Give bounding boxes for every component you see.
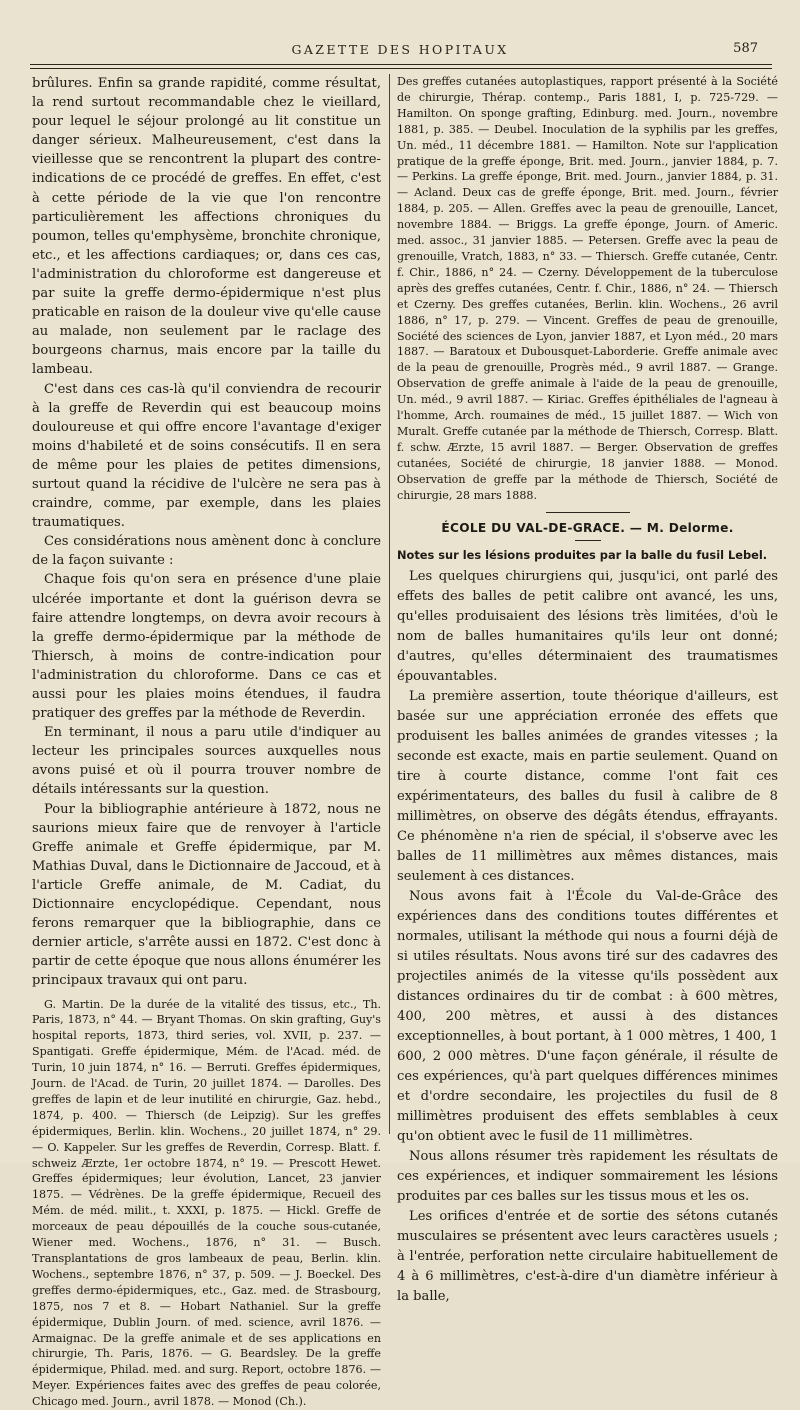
paragraph: Pour la bibliographie antérieure à 1872, nous ne saurions mieux faire que de renvoyer à l'article Greffe animale et Greffe épidermique, par M. Mathias Duval, dans le Dictionnaire de Jaccoud, et à l'article Greffe animale, de M. Cadiat, du Dictionnaire encyclopédique. Cependant, nous ferons remarquer que la bibliographie, dans ce dernier article, s'arrête aussi en 1872. C'est donc à partir de cette époque que nous allons énumérer les principaux travaux qui ont paru.	[32, 800, 381, 991]
paragraph: En terminant, il nous a paru utile d'indiquer au lecteur les principales sources auxquelles nous avons puisé et où il pourra trouver nombre de détails intéressants sur la question.	[32, 723, 381, 799]
column-divider	[389, 74, 390, 1134]
paragraph: La première assertion, toute théorique d'ailleurs, est basée sur une appréciation erronée des effets que produisent les balles animées de grandes vitesses ; la seconde est exacte, mais en partie seulement. Quand on tire à courte distance, comme l'ont fait ces expérimentateurs, des balles du fusil à calibre de 8 millimètres, on observe des dégâts étendus, effrayants. Ce phénomène n'a rien de spécial, il s'observe avec les balles de 11 millimètres aux mêmes distances, mais seulement à ces distances.	[397, 687, 778, 887]
bibliography: G. Martin. De la durée de la vitalité des tissus, etc., Th. Paris, 1873, n° 44. — Bryant Thomas. On skin grafting, Guy's hospital reports, 1873, third series, vol. XVII, p. 237. — Spantigati. Greffe épidermique, Mém. de l'Acad. méd. de Turin, 10 juin 1874, n° 16. — Berruti. Greffes épidermiques, Journ. de l'Acad. de Turin, 20 juillet 1874. — Darolles. Des greffes de lapin et de leur inutilité en chirurgie, Gaz. hebd., 1874, p. 400. — Thiersch (de Leipzig). Sur les greffes épidermiques, Berlin. klin. Wochens., 20 juillet 1874, n° 29. — O. Kappeler. Sur les greffes de Reverdin, Corresp. Blatt. f. schweiz Ærzte, 1er octobre 1874, n° 19. — Prescott Hewet. Greffes épidermiques; leur évolution, Lancet, 23 janvier 1875. — Védrènes. De la greffe épidermique, Recueil des Mém. de méd. milit., t. XXXI, p. 1875. — Hickl. Greffe de morceaux de peau dépouillés de la couche sous-cutanée, Wiener med. Wochens., 1876, n° 31. — Busch. Transplantations de gros lambeaux de peau, Berlin. klin. Wochens., septembre 1876, n° 37, p. 509. — J. Boeckel. Des greffes dermo-épidermiques, etc., Gaz. med. de Strasbourg, 1875, nos 7 et 8. — Hobart Nathaniel. Sur la greffe épidermique, Dublin Journ. of med. science, avril 1876. — Armaignac. De la greffe animale et de ses applications en chirurgie, Th. Paris, 1876. — G. Beardsley. De la greffe épidermique, Philad. med. and surg. Report, octobre 1876. — Meyer. Expériences faites avec des greffes de peau colorée, Chicago med. Journ., avril 1878. — Monod (Ch.).	[32, 997, 381, 1410]
paragraph: C'est dans ces cas-là qu'il conviendra de recourir à la greffe de Reverdin qui est beaucoup moins douloureuse et qui offre encore l'avantage d'exiger moins d'habileté et de soins consécutifs. Il en sera de même pour les plaies de petites dimensions, surtout quand la récidive de l'ulcère ne sera pas à craindre, comme, par exemple, dans les plaies traumatiques.	[32, 380, 381, 533]
paragraph: Les quelques chirurgiens qui, jusqu'ici, ont parlé des effets des balles de petit calibre ont avancé, les uns, qu'elles produisaient des lésions très limitées, d'où le nom de balles humanitaires qu'ils leur ont donné; d'autres, qu'elles déterminaient des traumatismes épouvantables.	[397, 567, 778, 687]
header-rule	[30, 64, 772, 65]
running-title: GAZETTE DES HOPITAUX	[30, 42, 770, 57]
bibliography-continued: Des greffes cutanées autoplastiques, rapport présenté à la Société de chirurgie, Thérap. contemp., Paris 1881, I, p. 725-729. — Hamilton. On sponge grafting, Edinburg. med. Journ., novembre 1881, p. 385. — Deubel. Inoculation de la syphilis par les greffes, Un. méd., 11 décembre 1881. — Hamilton. Note sur l'application pratique de la greffe éponge, Brit. med. Journ., janvier 1884, p. 7. — Perkins. La greffe éponge, Brit. med. Journ., janvier 1884, p. 31. — Acland. Deux cas de greffe éponge, Brit. med. Journ., février 1884, p. 205. — Allen. Greffes avec la peau de grenouille, Lancet, novembre 1884. — Briggs. La greffe éponge, Journ. of Americ. med. assoc., 31 janvier 1885. — Petersen. Greffe avec la peau de grenouille, Vratch, 1883, n° 33. — Thiersch. Greffe cutanée, Centr. f. Chir., 1886, n° 24. — Czerny. Développement de la tuberculose après des greffes cutanées, Centr. f. Chir., 1886, n° 24. — Thiersch et Czerny. Des greffes cutanées, Berlin. klin. Wochens., 26 avril 1886, n° 17, p. 279. — Vincent. Greffes de peau de grenouille, Société des sciences de Lyon, janvier 1887, et Lyon méd., 20 mars 1887. — Baratoux et Dubousquet-Laborderie. Greffe animale avec de la peau de grenouille, Progrès méd., 9 avril 1887. — Grange. Observation de greffe animale à l'aide de la peau de grenouille, Un. méd., 9 avril 1887. — Kiriac. Greffes épithéliales de l'agneau à l'homme, Arch. roumaines de méd., 15 juillet 1887. — Wich von Muralt. Greffe cutanée par la méthode de Thiersch, Corresp. Blatt. f. schw. Ærzte, 15 avril 1887. — Berger. Observation de greffes cutanées, Société de chirurgie, 18 janvier 1888. — Monod. Observation de greffe par la méthode de Thiersch, Société de chirurgie, 28 mars 1888.	[397, 74, 778, 503]
section-heading: ÉCOLE DU VAL-DE-GRACE. — M. Delorme.	[397, 521, 778, 535]
paragraph: Les orifices d'entrée et de sortie des sétons cutanés musculaires se présentent avec leurs caractères usuels ; à l'entrée, perforation nette circulaire habituellement de 4 à 6 millimètres, c'est-à-dire d'un diamètre inférieur à la balle,	[397, 1207, 778, 1307]
paragraph: Nous avons fait à l'École du Val-de-Grâce des expériences dans des conditions toutes différentes et normales, utilisant la méthode qui nous a fourni déjà de si utiles résultats. Nous avons tiré sur des cadavres des projectiles animés de la vitesse qu'ils possèdent aux distances ordinaires du tir de combat : à 600 mètres, 400, 200 mètres, et aussi à des distances exceptionnelles, à bout portant, à 1 000 mètres, 1 400, 1 600, 2 000 mètres. D'une façon générale, il résulte de ces expériences, qu'à part quelques différences minimes et d'ordre secondaire, les projectiles du fusil de 8 millimètres produisent des effets semblables à ceux qu'on obtient avec le fusil de 11 millimètres.	[397, 887, 778, 1147]
paragraph: brûlures. Enfin sa grande rapidité, comme résultat, la rend surtout recommandable chez le vieillard, pour lequel le séjour prolongé au lit constitue un danger sérieux. Malheureusement, c'est dans la vieillesse que se rencontrent la plupart des contre-indications de ce procédé de greffes. En effet, c'est à cette période de la vie que l'on rencontre particulièrement les affections chroniques du poumon, telles qu'emphysème, bronchite chronique, etc., et les affections cardiaques; or, dans ces cas, l'administration du chloroforme est dangereuse et par suite la greffe dermo-épidermique n'est plus praticable en raison de la douleur vive qu'elle cause au malade, non seulement par le raclage des bourgeons charnus, mais encore par la taille du lambeau.	[32, 74, 381, 380]
paragraph: Nous allons résumer très rapidement les résultats de ces expériences, et indiquer sommairement les lésions produites par ces balles sur les tissus mous et les os.	[397, 1147, 778, 1207]
running-head	[30, 38, 770, 60]
heading-rule	[575, 540, 601, 541]
section-divider	[546, 512, 630, 513]
left-column	[32, 74, 381, 1154]
header-rule-thin	[30, 68, 772, 69]
article-title: Notes sur les lésions produites par la balle du fusil Lebel.	[397, 548, 778, 563]
paragraph: Ces considérations nous amènent donc à conclure de la façon suivante :	[32, 532, 381, 570]
paragraph: Chaque fois qu'on sera en présence d'une plaie ulcérée importante et dont la guérison devra se faire attendre longtemps, on devra avoir recours à la greffe dermo-épidermique par la méthode de Thiersch, à moins de contre-indication pour l'administration du chloroforme. Dans ce cas et aussi pour les plaies moins étendues, il faudra pratiquer des greffes par la méthode de Reverdin.	[32, 570, 381, 723]
page-number: 587	[733, 41, 758, 56]
right-column	[397, 74, 778, 1154]
